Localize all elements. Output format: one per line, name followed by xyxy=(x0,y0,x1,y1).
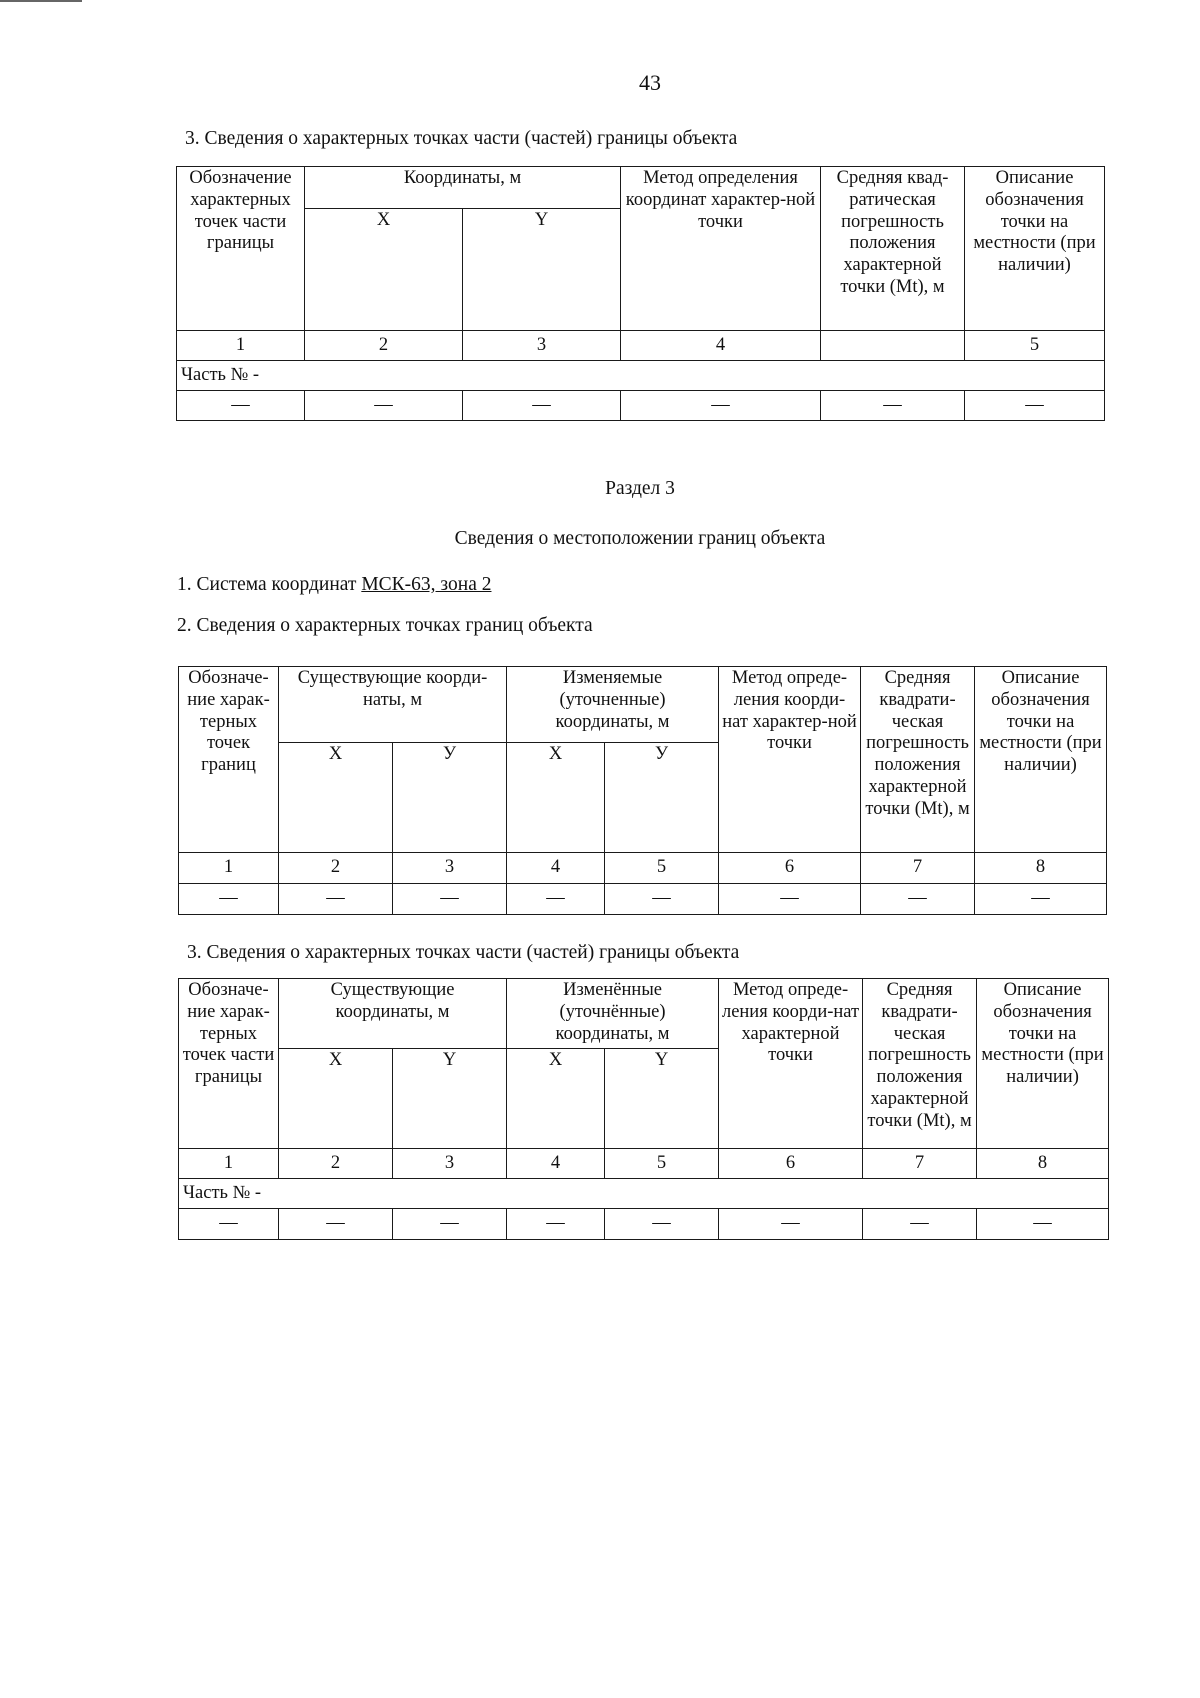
t1-dash-5: — xyxy=(821,391,965,421)
t2-num-4: 4 xyxy=(507,853,605,884)
t2-header-x2: X xyxy=(507,743,605,853)
t3-dash-8: — xyxy=(977,1209,1109,1240)
t2-header-existing: Существующие коорди-наты, м xyxy=(279,667,507,743)
t1-header-coordinates: Координаты, м xyxy=(305,167,621,209)
t1-num-2: 2 xyxy=(305,331,463,361)
t2-dash-8: — xyxy=(975,884,1107,915)
t3-header-x1: X xyxy=(279,1049,393,1149)
t3-num-8: 8 xyxy=(977,1149,1109,1179)
t2-num-7: 7 xyxy=(861,853,975,884)
t2-num-8: 8 xyxy=(975,853,1107,884)
t3-num-7: 7 xyxy=(863,1149,977,1179)
t3-header-y2: Y xyxy=(605,1049,719,1149)
t2-header-changed: Изменяемые (уточненные) координаты, м xyxy=(507,667,719,743)
t2-num-6: 6 xyxy=(719,853,861,884)
t2-num-5: 5 xyxy=(605,853,719,884)
t3-header-x2: X xyxy=(507,1049,605,1149)
t3-header-changed: Изменённые (уточнённые) координаты, м xyxy=(507,979,719,1049)
t1-num-1: 1 xyxy=(177,331,305,361)
t2-header-designation: Обозначе-ние харак-терных точек границ xyxy=(179,667,279,853)
t1-header-precision: Средняя квад-ратическая погрешность положения характерной точки (Mt), м xyxy=(821,167,965,331)
t3-dash-1: — xyxy=(179,1209,279,1240)
t2-dash-7: — xyxy=(861,884,975,915)
table1-caption: 3. Сведения о характерных точках части (частей) границы объекта xyxy=(185,128,738,149)
t2-dash-1: — xyxy=(179,884,279,915)
section-title: Раздел 3 xyxy=(605,478,675,499)
t2-header-x1: X xyxy=(279,743,393,853)
t1-part-label: Часть № - xyxy=(177,361,1105,391)
t1-header-y: Y xyxy=(463,209,621,331)
table2-boundary-points xyxy=(178,666,1107,915)
t1-dash-1: — xyxy=(177,391,305,421)
t2-dash-6: — xyxy=(719,884,861,915)
coord-system-value: МСК-63, зона 2 xyxy=(361,574,492,595)
t3-header-precision: Средняя квадрати-ческая погрешность положения характерной точки (Mt), м xyxy=(863,979,977,1149)
t1-num-6: 5 xyxy=(965,331,1105,361)
t3-dash-2: — xyxy=(279,1209,393,1240)
t3-header-existing: Существующие координаты, м xyxy=(279,979,507,1049)
table1-part-points xyxy=(176,166,1105,421)
t3-dash-5: — xyxy=(605,1209,719,1240)
coord-system-line xyxy=(177,574,491,596)
t2-dash-5: — xyxy=(605,884,719,915)
t1-header-designation: Обозначение характерных точек части границы xyxy=(177,167,305,331)
t1-dash-2: — xyxy=(305,391,463,421)
t3-num-5: 5 xyxy=(605,1149,719,1179)
t3-header-designation: Обозначе-ние харак-терных точек части границы xyxy=(179,979,279,1149)
t3-num-1: 1 xyxy=(179,1149,279,1179)
t1-num-3: 3 xyxy=(463,331,621,361)
t2-dash-4: — xyxy=(507,884,605,915)
t2-header-description: Описание обозначения точки на местности (при наличии) xyxy=(975,667,1107,853)
t1-dash-6: — xyxy=(965,391,1105,421)
t2-header-method: Метод опреде-ления коорди-нат характер-ной точки xyxy=(719,667,861,853)
t3-header-method: Метод опреде-ления коорди-нат характерной точки xyxy=(719,979,863,1149)
coord-system-label: 1. Система координат xyxy=(177,574,357,595)
table3-part-points xyxy=(178,978,1109,1240)
t3-num-6: 6 xyxy=(719,1149,863,1179)
t2-num-3: 3 xyxy=(393,853,507,884)
t2-dash-2: — xyxy=(279,884,393,915)
t1-dash-3: — xyxy=(463,391,621,421)
t2-num-2: 2 xyxy=(279,853,393,884)
t1-dash-4: — xyxy=(621,391,821,421)
t3-num-2: 2 xyxy=(279,1149,393,1179)
t2-dash-3: — xyxy=(393,884,507,915)
t3-num-4: 4 xyxy=(507,1149,605,1179)
t3-num-3: 3 xyxy=(393,1149,507,1179)
t1-header-x: X xyxy=(305,209,463,331)
t1-header-method: Метод определения координат характер-ной точки xyxy=(621,167,821,331)
t1-num-5 xyxy=(821,331,965,361)
t3-dash-4: — xyxy=(507,1209,605,1240)
page-number: 43 xyxy=(639,70,661,95)
t3-part-label: Часть № - xyxy=(179,1179,1109,1209)
t3-header-y1: Y xyxy=(393,1049,507,1149)
t1-header-description: Описание обозначения точки на местности (при наличии) xyxy=(965,167,1105,331)
section-subtitle: Сведения о местоположении границ объекта xyxy=(454,528,826,549)
t3-header-description: Описание обозначения точки на местности (при наличии) xyxy=(977,979,1109,1149)
scan-corner-line xyxy=(0,0,82,2)
t2-num-1: 1 xyxy=(179,853,279,884)
table3-caption: 3. Сведения о характерных точках части (частей) границы объекта xyxy=(187,942,740,963)
t3-dash-3: — xyxy=(393,1209,507,1240)
t2-header-y1: У xyxy=(393,743,507,853)
t3-dash-7: — xyxy=(863,1209,977,1240)
t2-header-y2: У xyxy=(605,743,719,853)
t2-header-precision: Средняя квадрати-ческая погрешность положения характерной точки (Mt), м xyxy=(861,667,975,853)
t3-dash-6: — xyxy=(719,1209,863,1240)
item2-caption: 2. Сведения о характерных точках границ объекта xyxy=(177,615,593,636)
t1-num-4: 4 xyxy=(621,331,821,361)
